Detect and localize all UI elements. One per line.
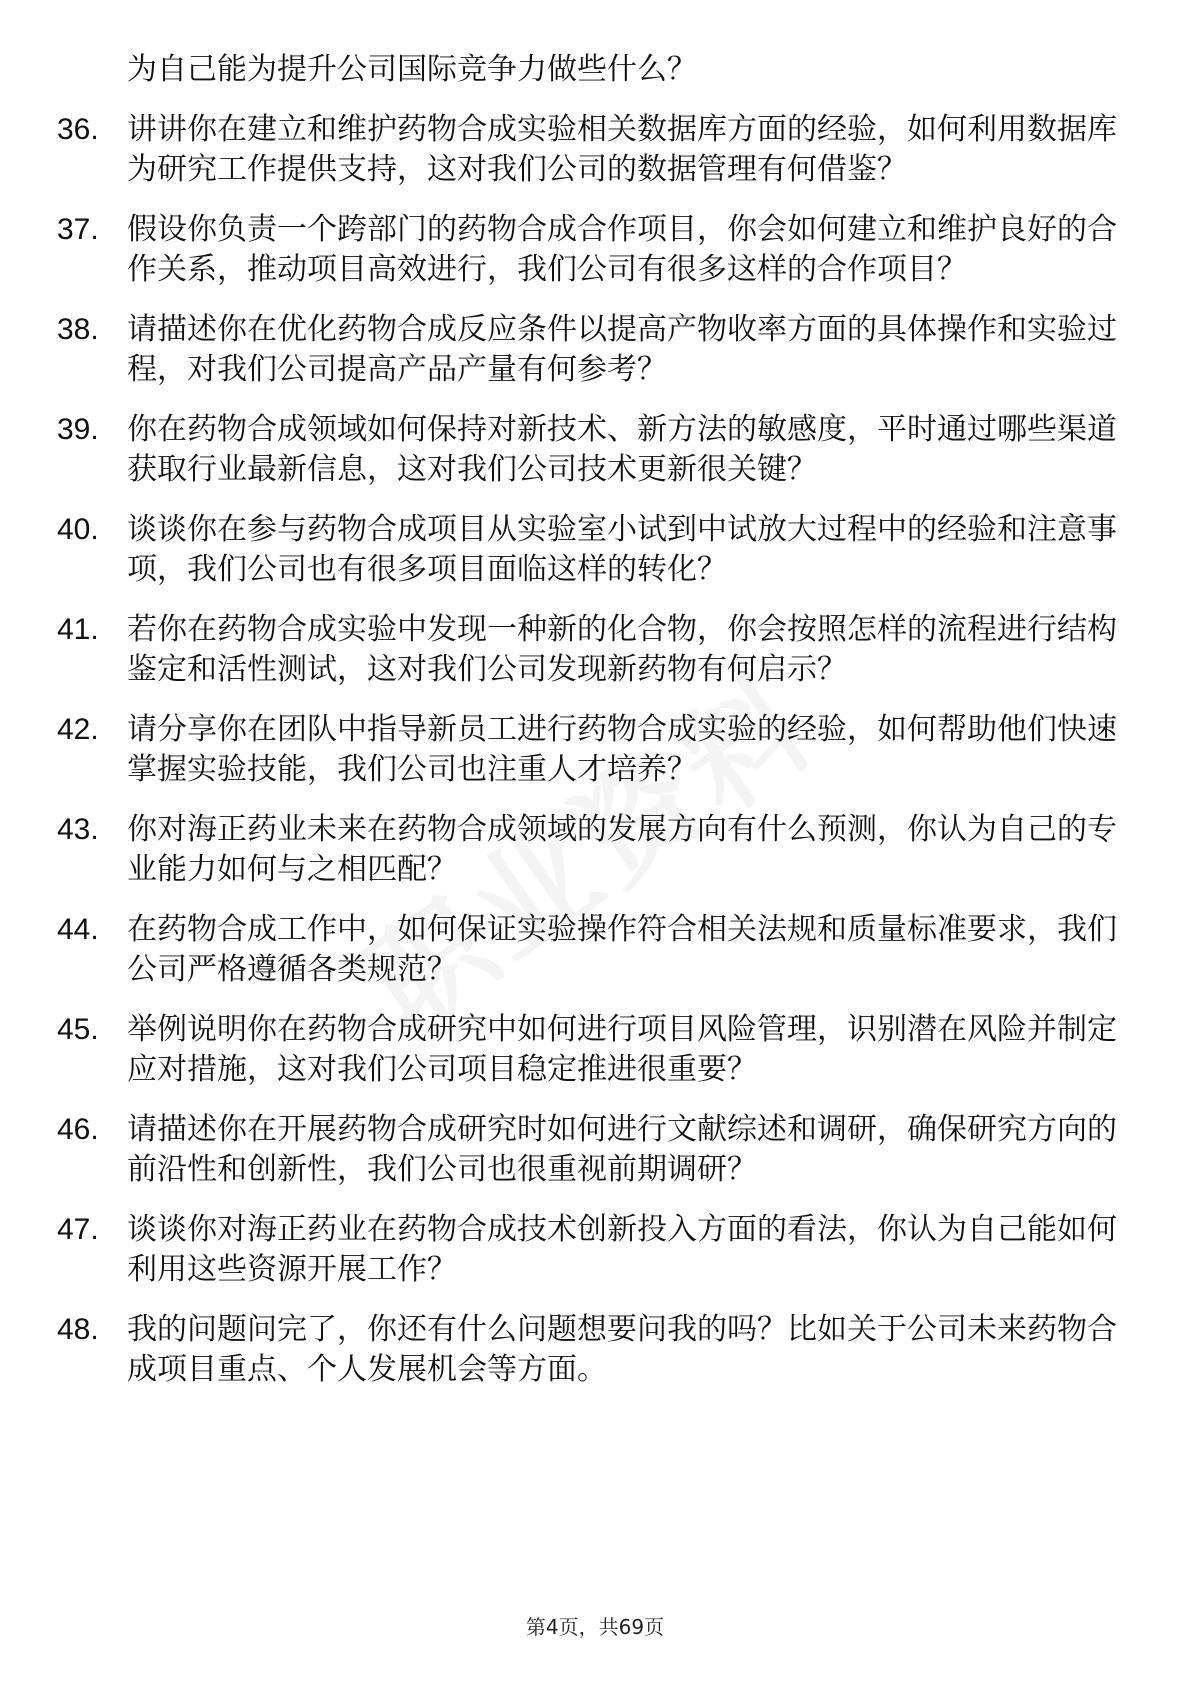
question-number: 48.	[57, 1313, 99, 1346]
question-item-48	[57, 1310, 1117, 1390]
question-number: 46.	[57, 1113, 99, 1146]
question-item-39	[57, 410, 1117, 490]
question-item-43	[57, 810, 1117, 890]
question-list	[0, 110, 1190, 1390]
question-text: 在药物合成工作中，如何保证实验操作符合相关法规和质量标准要求，我们公司严格遵循各类规范？	[127, 912, 1117, 987]
question-item-44	[57, 910, 1117, 990]
question-number: 47.	[57, 1213, 99, 1246]
question-item-47	[57, 1210, 1117, 1290]
question-number: 37.	[57, 213, 99, 246]
question-item-40	[57, 510, 1117, 590]
question-text: 请描述你在优化药物合成反应条件以提高产物收率方面的具体操作和实验过程，对我们公司提高产品产量有何参考？	[127, 312, 1117, 387]
question-number: 43.	[57, 813, 99, 846]
question-text: 假设你负责一个跨部门的药物合成合作项目，你会如何建立和维护良好的合作关系，推动项目高效进行，我们公司有很多这样的合作项目？	[127, 212, 1117, 287]
question-number: 40.	[57, 513, 99, 546]
question-item-41	[57, 610, 1117, 690]
question-item-38	[57, 310, 1117, 390]
continued-question-text: 为自己能为提升公司国际竞争力做些什么？	[127, 52, 697, 87]
question-item-36	[57, 110, 1117, 190]
question-text: 谈谈你在参与药物合成项目从实验室小试到中试放大过程中的经验和注意事项，我们公司也有很多项目面临这样的转化？	[127, 512, 1117, 587]
question-item-46	[57, 1110, 1117, 1190]
page-number-footer: 第4页，共69页	[525, 1615, 665, 1639]
question-number: 38.	[57, 313, 99, 346]
question-item-42	[57, 710, 1117, 790]
question-number: 42.	[57, 713, 99, 746]
question-number: 41.	[57, 613, 99, 646]
question-number: 36.	[57, 113, 99, 146]
question-text: 你在药物合成领域如何保持对新技术、新方法的敏感度，平时通过哪些渠道获取行业最新信息，这对我们公司技术更新很关键？	[127, 412, 1117, 487]
question-text: 请描述你在开展药物合成研究时如何进行文献综述和调研，确保研究方向的前沿性和创新性，我们公司也很重视前期调研？	[127, 1112, 1117, 1187]
question-text: 谈谈你对海正药业在药物合成技术创新投入方面的看法，你认为自己能如何利用这些资源开展工作？	[127, 1212, 1117, 1287]
question-text: 我的问题问完了，你还有什么问题想要问我的吗？比如关于公司未来药物合成项目重点、个人发展机会等方面。	[127, 1312, 1117, 1387]
question-number: 44.	[57, 913, 99, 946]
question-text: 请分享你在团队中指导新员工进行药物合成实验的经验，如何帮助他们快速掌握实验技能，我们公司也注重人才培养？	[127, 712, 1117, 787]
question-text: 讲讲你在建立和维护药物合成实验相关数据库方面的经验，如何利用数据库为研究工作提供支持，这对我们公司的数据管理有何借鉴？	[127, 112, 1117, 187]
question-number: 45.	[57, 1013, 99, 1046]
question-text: 若你在药物合成实验中发现一种新的化合物，你会按照怎样的流程进行结构鉴定和活性测试，这对我们公司发现新药物有何启示？	[127, 612, 1117, 687]
question-number: 39.	[57, 413, 99, 446]
question-item-45	[57, 1010, 1117, 1090]
question-text: 举例说明你在药物合成研究中如何进行项目风险管理，识别潜在风险并制定应对措施，这对我们公司项目稳定推进很重要？	[127, 1012, 1117, 1087]
question-text: 你对海正药业未来在药物合成领域的发展方向有什么预测，你认为自己的专业能力如何与之相匹配？	[127, 812, 1117, 887]
question-item-37	[57, 210, 1117, 290]
